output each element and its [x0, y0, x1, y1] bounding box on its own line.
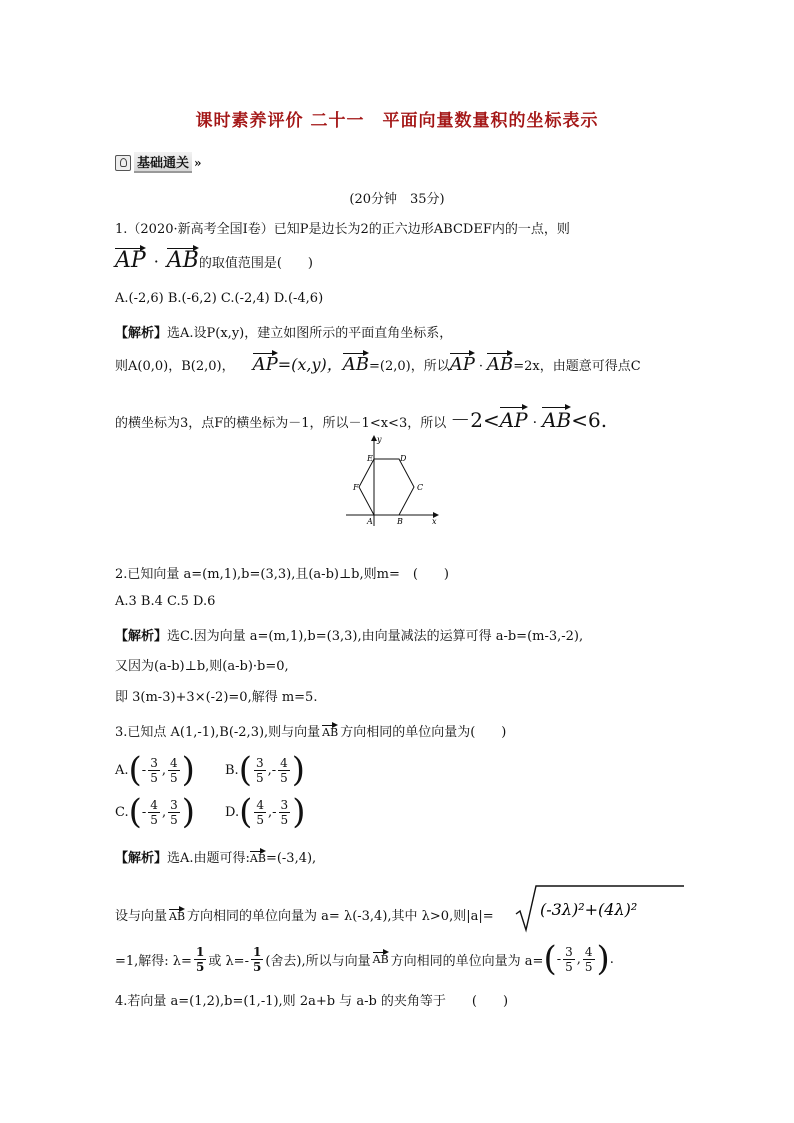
- sign: -: [271, 762, 277, 778]
- q1-sol-text: 则A(0,0)，B(2,0)，: [115, 359, 235, 374]
- chevron-right-icon: »: [194, 155, 202, 170]
- q3-stem: [115, 721, 506, 740]
- q1-solution-line3: [115, 404, 607, 433]
- vector-ap: AP: [449, 354, 475, 375]
- numerator: 4: [584, 944, 593, 959]
- vector-ab: AB: [169, 910, 186, 923]
- q3-sol-text: 或 λ=-: [208, 953, 249, 969]
- q3-solution-line1: [115, 847, 316, 866]
- vector-ab: AB: [372, 952, 389, 966]
- q1-sol-text: =(x,y)，: [277, 355, 343, 374]
- option-label: B.: [225, 762, 239, 778]
- dot-symbol: ·: [478, 359, 483, 374]
- option-label: C.: [115, 804, 129, 820]
- q1-sol-text: 选A.设P(x,y)，建立如图所示的平面直角坐标系，: [167, 326, 453, 341]
- numerator: 3: [150, 755, 158, 770]
- vector-ap: AP: [252, 354, 278, 375]
- q1-solution-line2: [115, 352, 641, 375]
- q3-sol-text: 选A.由题可得:: [167, 851, 250, 866]
- q3-sol-text: =(-3,4),: [265, 851, 317, 866]
- vertex-label-a: A: [367, 517, 373, 526]
- numerator: 3: [280, 797, 289, 812]
- denominator: 5: [280, 812, 289, 827]
- q3-sol-text: 方向相同的单位向量为 a=: [390, 953, 544, 969]
- solution-tag: 【解析】: [115, 851, 168, 866]
- q1-stem-tail: 的取值范围是( ): [198, 256, 314, 271]
- q3-sol-text: 设与向量: [115, 909, 168, 924]
- numerator: 4: [150, 797, 158, 812]
- q2-stem: 2.已知向量 a=(m,1),b=(3,3),且(a-b)⊥b,则m= ( ): [115, 567, 450, 582]
- denominator: 5: [195, 959, 205, 974]
- q3-solution-line2: [115, 905, 494, 924]
- numerator: 1: [195, 944, 205, 959]
- q2-solution-line3: 即 3(m-3)+3×(-2)=0,解得 m=5.: [115, 690, 318, 705]
- dot-symbol: ·: [532, 415, 538, 431]
- numerator: 3: [255, 755, 264, 770]
- vertex-label-d: D: [400, 454, 407, 463]
- lightbulb-icon: [115, 155, 131, 171]
- denominator: 5: [169, 770, 178, 785]
- vector-ab: AB: [542, 408, 572, 432]
- axis-label-y: y: [377, 435, 382, 444]
- q3-option-c: C. ( - $\frac{4}{5}$ , $\frac{3}{5}$ ): [115, 792, 195, 832]
- vertex-label-f: F: [353, 483, 359, 492]
- vector-ab: AB: [166, 248, 199, 273]
- section-label: 基础通关: [134, 152, 192, 173]
- denominator: 5: [170, 812, 178, 827]
- q2-solution-line1: [115, 625, 583, 644]
- q2-options: A.3 B.4 C.5 D.6: [115, 594, 216, 609]
- q3-stem-text: 方向相同的单位向量为( ): [340, 725, 507, 740]
- numerator: 4: [169, 755, 178, 770]
- q1-expression: [115, 248, 313, 273]
- q3-sol-text: (舍去),所以与向量: [265, 953, 371, 969]
- sign: -: [556, 951, 562, 967]
- solution-tag: 【解析】: [115, 326, 168, 341]
- numerator: 1: [252, 944, 262, 959]
- dot-symbol: ·: [153, 252, 159, 271]
- q1-sol-text: －2<: [450, 408, 500, 432]
- q1-stem: 1.（2020·新高考全国Ⅰ卷）已知P是边长为2的正六边形ABCDEF内的一点，则: [115, 222, 570, 237]
- q2-solution-line2: 又因为(a-b)⊥b,则(a-b)·b=0,: [115, 659, 289, 674]
- sign: -: [272, 804, 277, 820]
- axis-label-x: x: [432, 517, 437, 526]
- vertex-label-e: E: [367, 454, 373, 463]
- vector-ap: AP: [499, 408, 528, 432]
- q2-sol-text: 选C.因为向量 a=(m,1),b=(3,3),由向量减法的运算可得 a-b=(m-3,-2),: [167, 629, 584, 644]
- vector-ab: AB: [322, 726, 339, 739]
- q3-option-b: B. ( $\frac{3}{5}$ , - $\frac{4}{5}$ ): [225, 750, 306, 790]
- q3-option-d: D. ( $\frac{4}{5}$ , - $\frac{3}{5}$ ): [225, 792, 306, 832]
- numerator: 4: [280, 755, 288, 770]
- vector-ab: AB: [249, 852, 266, 865]
- denominator: 5: [256, 812, 264, 827]
- hexagon-diagram: [342, 432, 446, 528]
- q3-sol-text: .: [609, 951, 614, 967]
- q1-sol-text: <6.: [571, 408, 608, 432]
- denominator: 5: [280, 770, 288, 785]
- q4-stem: 4.若向量 a=(1,2),b=(1,-1),则 2a+b 与 a-b 的夹角等于 ( ): [115, 994, 509, 1009]
- q3-sol-text: =1,解得: λ=: [115, 953, 192, 969]
- q1-sol-text: =(2,0)，所以: [368, 359, 450, 374]
- denominator: 5: [252, 959, 262, 974]
- numerator: 3: [170, 797, 178, 812]
- q1-sol-text: 的横坐标为3，点F的横坐标为－1，所以－1<x<3，所以: [115, 416, 447, 431]
- denominator: 5: [565, 959, 573, 974]
- q3-solution-line3: =1,解得: λ= $\frac{1}{5}$ 或 λ=- $\frac{1}{5}$ (舍去),所以与向量 AB 方向相同的单位向量为 a= ( - $\frac{3}{5}$ , $\frac{4}{5}$ ) .: [115, 939, 614, 979]
- option-label: A.: [115, 762, 129, 778]
- page-title: 课时素养评价 二十一 平面向量数量积的坐标表示: [195, 111, 599, 131]
- vertex-label-c: C: [417, 483, 424, 492]
- denominator: 5: [150, 812, 158, 827]
- sqrt-radicand: (-3λ)²+(4λ)²: [540, 900, 638, 919]
- option-label: D.: [225, 804, 240, 820]
- vector-ab: AB: [486, 354, 514, 375]
- q1-solution-line1: [115, 322, 452, 341]
- time-score: (20分钟 35分): [349, 192, 445, 207]
- q1-sol-text: =2x，由题意可得点C: [513, 359, 641, 374]
- q3-stem-text: 3.已知点 A(1,-1),B(-2,3),则与向量: [115, 725, 321, 740]
- denominator: 5: [150, 770, 158, 785]
- q3-option-a: A. ( - $\frac{3}{5}$ , $\frac{4}{5}$ ): [115, 750, 195, 790]
- q1-options: A.(-2,6) B.(-6,2) C.(-2,4) D.(-4,6): [115, 291, 324, 306]
- hexagon-shape: [359, 459, 414, 515]
- solution-tag: 【解析】: [115, 629, 168, 644]
- sign: -: [141, 804, 147, 820]
- sign: -: [141, 762, 147, 778]
- q3-sol-text: 方向相同的单位向量为 a= λ(-3,4),其中 λ>0,则|a|=: [187, 909, 494, 924]
- numerator: 4: [256, 797, 264, 812]
- section-header: [115, 152, 202, 173]
- sqrt-expression: [514, 884, 686, 934]
- vector-ab: AB: [342, 354, 369, 375]
- vector-ap: AP: [115, 248, 146, 273]
- numerator: 3: [565, 944, 573, 959]
- denominator: 5: [255, 770, 264, 785]
- vertex-label-b: B: [397, 517, 403, 526]
- denominator: 5: [584, 959, 593, 974]
